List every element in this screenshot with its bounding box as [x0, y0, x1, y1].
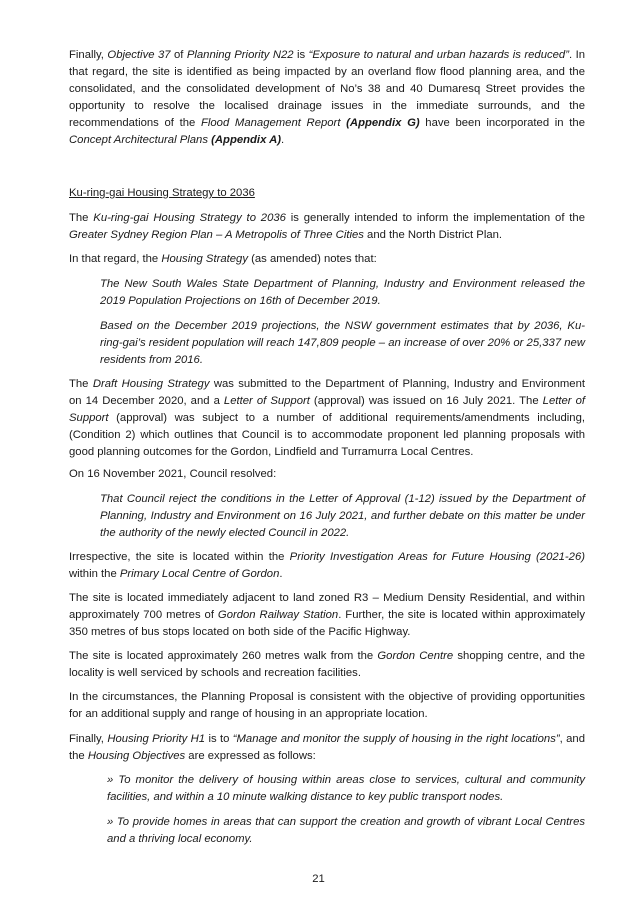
paragraph-gordon-centre: The site is located approximately 260 metres walk from the Gordon Centre shopping centre, and the locality is well serviced by schools and recreation facilities. — [69, 650, 585, 679]
paragraph-site-location: The site is located immediately adjacent to land zoned R3 – Medium Density Residential, and within approximately 700 metres of Gordon Railway Station. Further, the site is located within approximately 350 metres of bus stops located on both side of the Pacific Highway. — [69, 592, 585, 638]
objective-bullet-1: » To monitor the delivery of housing within areas close to services, cultural and community facilities, and within a 10 minute walking distance to key public transport nodes. — [107, 774, 585, 803]
page-number: 21 — [312, 873, 325, 885]
paragraph-housing-strategy: The Ku-ring-gai Housing Strategy to 2036 is generally intended to inform the implementation of the Greater Sydney Region Plan – A Metropolis of Three Cities and the North District Plan. — [69, 212, 585, 241]
paragraph-notes-that: In that regard, the Housing Strategy (as amended) notes that: — [69, 253, 377, 265]
paragraph-council-resolved: On 16 November 2021, Council resolved: — [69, 468, 277, 480]
quote-population-projections: The New South Wales State Department of Planning, Industry and Environment released the 2019 Population Projections on 16th of December 2019. — [100, 278, 585, 307]
paragraph-priority-investigation: Irrespective, the site is located within the Priority Investigation Areas for Future Housing (2021-26) within the Primary Local Centre of Gordon. — [69, 551, 586, 580]
quote-resident-population: Based on the December 2019 projections, the NSW government estimates that by 2036, Ku-ring-gai’s resident population will reach 147,809 people – an increase of over 20% or 25,337 new residents from 2016. — [100, 320, 585, 366]
objective-bullet-2: » To provide homes in areas that can support the creation and growth of vibrant Local Centres and a thriving local economy. — [107, 816, 585, 845]
paragraph-objective-37: Finally, Objective 37 of Planning Priority N22 is “Exposure to natural and urban hazards is reduced”. In that regard, the site is identified as being impacted by an overland flow flood planning area, and the consolidated, and the consolidated development of No’s 38 and 40 Dumaresq Street provides the opportunity to resolve the localised drainage issues in the immediate surrounds, and the recommendations of the Flood Management Report (Appendix G) have been incorporated in the Concept Architectural Plans (Appendix A). — [69, 49, 585, 146]
paragraph-housing-priority: Finally, Housing Priority H1 is to “Manage and monitor the supply of housing in the right locations”, and the Housing Objectives are expressed as follows: — [69, 733, 585, 762]
paragraph-circumstances: In the circumstances, the Planning Proposal is consistent with the objective of providing opportunities for an additional supply and range of housing in an appropriate location. — [69, 691, 585, 720]
section-heading: Ku-ring-gai Housing Strategy to 2036 — [69, 187, 255, 199]
quote-council-resolution: That Council reject the conditions in the Letter of Approval (1-12) issued by the Department of Planning, Industry and Environment on 16 July 2021, and further debate on this matter be under the authority of the newly elected Council in 2022. — [100, 493, 585, 539]
paragraph-draft-housing-strategy: The Draft Housing Strategy was submitted to the Department of Planning, Industry and Environment on 14 December 2020, and a Letter of Support (approval) was issued on 16 July 2021. The Letter of Support (approval) was subject to a number of additional requirements/amendments including, (Condition 2) which outlines that Council is to accommodate proponent led planning proposals with good planning outcomes for the Gordon, Lindfield and Turramurra Local Centres. — [69, 378, 586, 458]
